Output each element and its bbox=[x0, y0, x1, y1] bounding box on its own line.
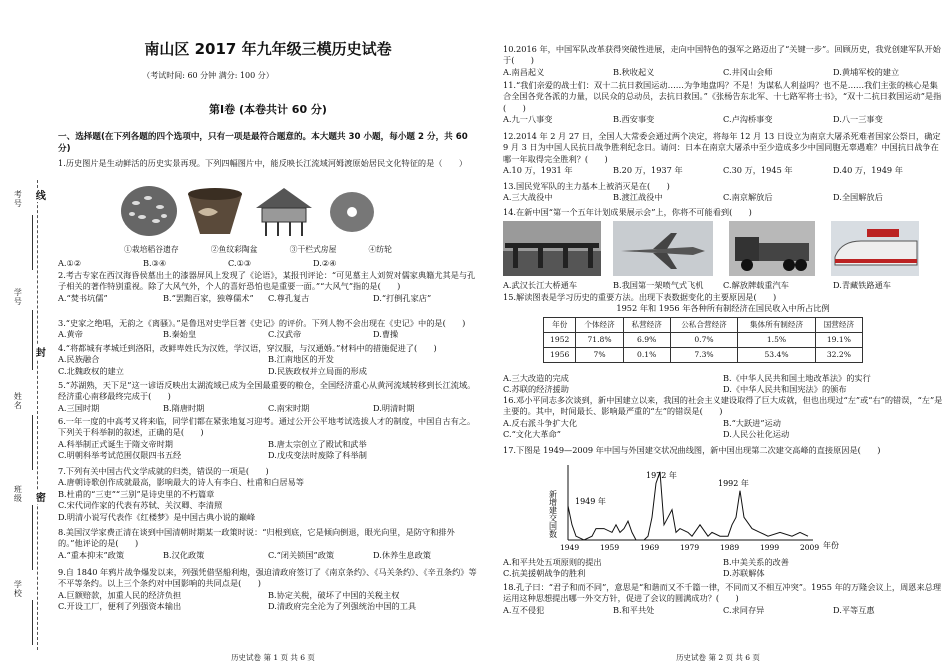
question-4 bbox=[58, 343, 478, 377]
q5-stem: 5.“苏湖熟，天下足”这一谚语反映出太湖流域已成为全国最重要的粮仓，全国经济重心从黄河流域转移到长江流域。经济重心南移最终完成于( ) bbox=[58, 380, 476, 402]
q3-stem: 3.“史家之绝唱，无韵之《离骚》。”是鲁迅对史学巨著《史记》的评价。下列人物不会出现在《史记》中的是( ) bbox=[58, 318, 466, 328]
table-header-row bbox=[544, 317, 863, 332]
question-3 bbox=[58, 318, 478, 341]
q1-stem: 1.历史图片是生动鲜活的历史实景再现。下列四幅图片中，能反映长江流域河姆渡原始居民文化特征的是（ ） bbox=[58, 158, 468, 168]
question-17 bbox=[503, 445, 943, 456]
q14-option-c[interactable]: C.解放牌载重汽车 bbox=[723, 280, 789, 290]
diplomatic-relations-chart bbox=[543, 460, 873, 555]
q9-option-b[interactable]: B.协定关税，破坏了中国的关税主权 bbox=[268, 589, 400, 600]
q6-option-b[interactable]: B.唐太宗创立了殿试和武举 bbox=[268, 438, 367, 449]
jet-plane-image bbox=[613, 221, 713, 276]
header-cell: 国营经济 bbox=[815, 317, 862, 332]
question-18 bbox=[503, 582, 943, 616]
table-cell: 1956 bbox=[544, 347, 576, 362]
q8-option-b[interactable]: B.汉化政策 bbox=[163, 549, 205, 560]
chart-x-tick: 1949 bbox=[560, 543, 580, 552]
q18-option-b[interactable]: B.和平共处 bbox=[613, 604, 655, 615]
q18-option-d[interactable]: D.平等互惠 bbox=[833, 604, 875, 615]
q5-option-d[interactable]: D.明清时期 bbox=[373, 402, 415, 413]
table-cell: 6.9% bbox=[623, 332, 670, 347]
q8-option-a[interactable]: A.“重本抑末”政策 bbox=[58, 549, 125, 560]
yangtze-bridge-image bbox=[503, 221, 601, 276]
q2-option-d[interactable]: D.“打倒孔家店” bbox=[373, 292, 432, 303]
question-10 bbox=[503, 44, 943, 78]
q16-options-row1 bbox=[503, 418, 943, 429]
question-7 bbox=[58, 466, 478, 523]
q17-options-row1 bbox=[503, 557, 943, 568]
q15-options-row1 bbox=[503, 373, 943, 384]
q8-stem: 8.美国汉学家费正清在谈到中国清朝时期某一政策时说：“归根到底，它是倾向倒退，眼光向里，是防守和排外的。”他评论的是( ) bbox=[58, 527, 455, 549]
q9-option-d[interactable]: D.清政府完全沦为了列强统治中国的工具 bbox=[268, 601, 417, 612]
right-page-footer: 历史试卷 第 2 页 共 6 页 bbox=[676, 653, 760, 662]
q16-option-a[interactable]: A.反右派斗争扩大化 bbox=[503, 417, 578, 428]
q12-stem: 12.2014 年 2 月 27 日，全国人大常委会通过两个决定，将每年 12 月 13 日设立为南京大屠杀死难者国家公祭日，确定 9 月 3 日为中国人民抗日战争胜利纪念日。请问：日本在南京大屠杀中至少造成多少中国同胞无辜遇难？中国抗日战争在哪一年取得完全胜利？( ) bbox=[503, 131, 941, 164]
exam-info: （考试时间: 60 分钟 满分: 100 分） bbox=[142, 71, 274, 80]
q14-option-d[interactable]: D.青藏铁路通车 bbox=[833, 280, 891, 290]
q2-options bbox=[58, 293, 478, 304]
q6-option-a[interactable]: A.科举制正式诞生于隋文帝时期 bbox=[58, 438, 173, 449]
seal-mark-mi: 密 bbox=[33, 492, 45, 502]
q18-option-c[interactable]: C.求同存异 bbox=[723, 604, 765, 615]
q16-option-b[interactable]: B.“大跃进”运动 bbox=[723, 417, 781, 428]
chart-annotation-1972: 1972 年 bbox=[646, 471, 677, 480]
table-cell: 1952 bbox=[544, 332, 576, 347]
class-label: 班级 bbox=[13, 485, 23, 503]
q17-option-a[interactable]: A.和平共处五项原则的提出 bbox=[503, 557, 602, 567]
table-row bbox=[544, 347, 863, 362]
q17-option-d[interactable]: D.苏联解体 bbox=[723, 568, 765, 579]
chart-x-tick: 1959 bbox=[600, 543, 620, 552]
chart-x-tick: 1969 bbox=[640, 543, 660, 552]
q1-option-a[interactable]: A.①② bbox=[58, 258, 82, 268]
question-11 bbox=[503, 80, 943, 126]
q13-options bbox=[503, 192, 943, 203]
question-2 bbox=[58, 270, 478, 304]
q6-options-row1 bbox=[58, 439, 478, 450]
table-cell: 1.5% bbox=[738, 332, 816, 347]
q4-stem: 4.“将都城有孝城迁到洛阳，改鲜卑姓氏为汉姓，学汉语，穿汉服，与汉通婚。”材料中的措施促进了( ) bbox=[58, 343, 437, 353]
chart-annotation-1992: 1992 年 bbox=[718, 479, 749, 488]
question-12 bbox=[503, 131, 943, 177]
section-heading: 一、选择题(在下列各题的四个选项中，只有一项是最符合题意的。本大题共 30 小题，每小题 2 分，共 60 分) bbox=[58, 132, 468, 154]
q2-option-a[interactable]: A.“焚书坑儒” bbox=[58, 292, 108, 303]
q18-stem: 18.孔子曰：“君子和而不同”，意思是“和谐而又不千篇一律，不同而又不相互冲突”。1955 年的万隆会议上，周恩来总理运用这种思想提出哪一外交方针，促进了会议的圆满成功？( ) bbox=[503, 582, 942, 604]
header-cell: 公私合营经济 bbox=[670, 317, 737, 332]
q3-option-a[interactable]: A.黄帝 bbox=[58, 329, 83, 340]
right-page bbox=[503, 0, 945, 672]
q8-options bbox=[58, 550, 478, 561]
table-cell: 53.4% bbox=[738, 347, 816, 362]
q10-option-a[interactable]: A.南昌起义 bbox=[503, 66, 545, 77]
q7-option-a[interactable]: A.唐朝诗歌创作成就最高，影响最大的诗人有李白、杜甫和白居易等 bbox=[58, 477, 304, 488]
q18-options bbox=[503, 605, 943, 616]
spindle-whorl-image bbox=[326, 186, 378, 236]
name-field[interactable] bbox=[32, 415, 33, 470]
q7-stem: 7.下列有关中国古代文学成就的归类，错误的一项是( ) bbox=[58, 466, 269, 476]
question-8 bbox=[58, 527, 478, 561]
q1-caption-2: ②鱼纹彩陶盆 bbox=[210, 245, 258, 254]
q6-options-row2 bbox=[58, 450, 478, 461]
q4-options-row1 bbox=[58, 354, 478, 365]
part-title: 第Ⅰ卷 (本卷共计 60 分) bbox=[209, 103, 327, 116]
table-cell: 32.2% bbox=[815, 347, 862, 362]
q14-stem: 14.在新中国“第一个五年计划成果展示会”上，你将不可能看到( ) bbox=[503, 207, 752, 217]
q9-stem: 9.自 1840 年鸦片战争爆发以来，列强凭借坚船利炮，强迫清政府签订了《南京条约》、《马关条约》、《辛丑条约》等不平等条约。以上三个条约对中国影响的共同点是( ) bbox=[58, 567, 477, 589]
q5-options bbox=[58, 403, 478, 414]
q12-option-d[interactable]: D.40 万，1949 年 bbox=[833, 165, 903, 176]
question-15 bbox=[503, 292, 943, 396]
q3-option-d[interactable]: D.曹操 bbox=[373, 329, 399, 340]
q10-option-b[interactable]: B.秋收起义 bbox=[613, 66, 655, 77]
q1-caption-4: ④纺轮 bbox=[368, 245, 392, 254]
question-6 bbox=[58, 416, 478, 462]
q1-caption-3: ③干栏式房屋 bbox=[289, 245, 337, 254]
q15-option-d[interactable]: D.《中华人民共和国宪法》的颁布 bbox=[723, 384, 847, 395]
q11-stem: 11.“我们亲爱的战士们：双十二抗日救国运动……为争地盘吗？不是！为谋私人利益吗？也不是……我们主张的核心是集合全国各党各派的力量，以民众的总动员，去抗日救国。”《张杨告东北军、十七路军将士书》，“双十二抗日救国运动”是指( ) bbox=[503, 80, 942, 113]
q12-option-a[interactable]: A.10 万，1931 年 bbox=[503, 165, 573, 176]
q10-option-c[interactable]: C.井冈山会师 bbox=[723, 66, 773, 77]
table-cell: 19.1% bbox=[815, 332, 862, 347]
seal-mark-feng: 封 bbox=[33, 347, 45, 357]
q8-option-d[interactable]: D.休养生息政策 bbox=[373, 549, 431, 560]
q17-option-c[interactable]: C.抗美援朝战争的胜利 bbox=[503, 568, 586, 579]
q8-option-c[interactable]: C.“闭关锁国”政策 bbox=[268, 549, 335, 560]
q11-option-d[interactable]: D.八一三事变 bbox=[833, 114, 883, 125]
question-1 bbox=[58, 158, 478, 169]
q14-option-a[interactable]: A.武汉长江大桥通车 bbox=[503, 280, 578, 290]
q15-table-title: 1952 年和 1956 年各种所有制经济在国民收入中所占比例 bbox=[616, 303, 830, 314]
chart-x-label: 年份 bbox=[823, 541, 839, 550]
q6-option-d[interactable]: D.戊戌变法时废除了科举制 bbox=[268, 450, 367, 461]
q16-option-d[interactable]: D.人民公社化运动 bbox=[723, 429, 790, 440]
q10-option-d[interactable]: D.黄埔军校的建立 bbox=[833, 66, 900, 77]
q15-options-row2 bbox=[503, 384, 943, 395]
left-page bbox=[58, 0, 488, 672]
q17-stem: 17.下图是 1949—2009 年中国与外国建交状况曲线图，新中国出现第二次建交高峰的直接原因是( ) bbox=[503, 445, 881, 455]
stilt-house-image bbox=[252, 184, 316, 238]
q5-option-c[interactable]: C.南宋时期 bbox=[268, 402, 310, 413]
question-16 bbox=[503, 395, 943, 441]
q11-option-c[interactable]: C.卢沟桥事变 bbox=[723, 114, 773, 125]
qinghai-tibet-train-image bbox=[831, 221, 919, 276]
q10-options bbox=[503, 67, 943, 78]
q3-option-b[interactable]: B.秦始皇 bbox=[163, 329, 197, 340]
exam-no-field[interactable] bbox=[32, 215, 33, 270]
student-no-field[interactable] bbox=[32, 310, 33, 370]
exam-title: 南山区 2017 年九年级三模历史试卷 bbox=[144, 40, 392, 58]
binding-margin bbox=[0, 0, 58, 672]
q13-option-d[interactable]: D.全国解放后 bbox=[833, 192, 883, 203]
q6-stem: 6.一年一度的中高考又将来临，同学们都在紧张地复习迎考。通过公开公平地考试选拔人才的制度，中国自古有之。下列关于科举制的叙述，正确的是( ) bbox=[58, 416, 476, 438]
q2-option-b[interactable]: B.“罢黜百家，独尊儒术” bbox=[163, 292, 254, 303]
class-field[interactable] bbox=[32, 505, 33, 570]
q1-option-b[interactable]: B.③④ bbox=[143, 258, 167, 268]
question-9 bbox=[58, 567, 478, 613]
q13-option-b[interactable]: B.渡江战役中 bbox=[613, 192, 663, 203]
header-cell: 集体所有制经济 bbox=[738, 317, 816, 332]
q11-options bbox=[503, 114, 943, 125]
q3-options bbox=[58, 329, 478, 340]
fish-pottery-basin-image bbox=[184, 184, 246, 238]
chart-x-tick: 1979 bbox=[680, 543, 700, 552]
header-cell: 私营经济 bbox=[623, 317, 670, 332]
q15-stem: 15.解读图表是学习历史的重要方法。出现下表数据变化的主要原因是( ) bbox=[503, 292, 777, 302]
seal-mark-xian: 线 bbox=[33, 190, 45, 200]
q4-options-row2 bbox=[58, 366, 478, 377]
q16-options-row2 bbox=[503, 429, 943, 440]
q2-option-c[interactable]: C.尊孔复古 bbox=[268, 292, 310, 303]
school-field[interactable] bbox=[32, 600, 33, 645]
ownership-table bbox=[543, 317, 863, 363]
q9-options-row2 bbox=[58, 601, 478, 612]
q15-option-c[interactable]: C.苏联的经济援助 bbox=[503, 384, 569, 395]
q1-captions bbox=[108, 244, 408, 255]
chart-x-tick: 1989 bbox=[720, 543, 740, 552]
q15-option-a[interactable]: A.三大改造的完成 bbox=[503, 372, 569, 383]
table-cell: 7.3% bbox=[670, 347, 737, 362]
q18-option-a[interactable]: A.互不侵犯 bbox=[503, 604, 545, 615]
q5-option-a[interactable]: A.三国时期 bbox=[58, 402, 100, 413]
q10-stem: 10.2016 年，中国军队改革获得突破性进展，走向中国特色的强军之路迈出了“关键一步”。回顾历史，我党创建军队开始于( ) bbox=[503, 44, 941, 66]
q17-option-b[interactable]: B.中美关系的改善 bbox=[723, 557, 789, 567]
q11-option-b[interactable]: B.西安事变 bbox=[613, 114, 655, 125]
q5-option-b[interactable]: B.隋唐时期 bbox=[163, 402, 205, 413]
q14-option-b[interactable]: B.我国第一架喷气式飞机 bbox=[613, 280, 704, 290]
q12-options bbox=[503, 165, 943, 176]
q12-option-c[interactable]: C.30 万，1945 年 bbox=[723, 165, 793, 176]
q4-option-c[interactable]: C.北魏政权的建立 bbox=[58, 365, 124, 376]
q1-option-d[interactable]: D.②④ bbox=[313, 258, 337, 268]
rice-remains-image bbox=[118, 181, 180, 239]
q13-option-a[interactable]: A.三大战役中 bbox=[503, 192, 553, 203]
q13-stem: 13.国民党军队的主力基本上被消灭是在( ) bbox=[503, 181, 670, 191]
q3-option-c[interactable]: C.汉武帝 bbox=[268, 329, 302, 340]
table-cell: 0.1% bbox=[623, 347, 670, 362]
school-label: 学校 bbox=[13, 580, 23, 598]
q7-option-c[interactable]: C.宋代词作家的代表有苏轼、关汉卿、李清照 bbox=[58, 500, 223, 511]
name-label: 姓名 bbox=[13, 392, 23, 410]
chart-x-tick: 2009 bbox=[800, 543, 820, 552]
q1-option-c[interactable]: C.①③ bbox=[228, 258, 252, 268]
header-cell: 个体经济 bbox=[576, 317, 623, 332]
q9-options-row1 bbox=[58, 590, 478, 601]
student-no-label: 学号 bbox=[13, 288, 23, 306]
q16-option-c[interactable]: C.“文化大革命” bbox=[503, 429, 561, 440]
q6-option-c[interactable]: C.明朝科举考试范围仅限四书五经 bbox=[58, 450, 182, 461]
q4-option-b[interactable]: B.江南地区的开发 bbox=[268, 354, 334, 365]
q4-option-a[interactable]: A.民族融合 bbox=[58, 354, 100, 365]
table-cell: 71.8% bbox=[576, 332, 623, 347]
q17-options-row2 bbox=[503, 568, 943, 579]
question-13 bbox=[503, 181, 943, 204]
q17-options bbox=[503, 557, 943, 580]
question-5 bbox=[58, 380, 478, 414]
table-row bbox=[544, 332, 863, 347]
q4-option-d[interactable]: D.民族政权并立局面的形成 bbox=[268, 365, 367, 376]
q11-option-a[interactable]: A.九一八事变 bbox=[503, 114, 553, 125]
table-cell: 0.7% bbox=[670, 332, 737, 347]
table-cell: 7% bbox=[576, 347, 623, 362]
question-14 bbox=[503, 207, 943, 218]
q12-option-b[interactable]: B.20 万，1937 年 bbox=[613, 165, 683, 176]
q15-option-b[interactable]: B.《中华人民共和国土地改革法》的实行 bbox=[723, 372, 871, 383]
left-page-footer: 历史试卷 第 1 页 共 6 页 bbox=[231, 653, 315, 662]
q16-stem: 16.邓小平同志多次谈到，新中国建立以来，我国的社会主义建设取得了巨大成就，但也出现过“左”或“右”的错误，“左”是主要的。其中，时间最长、影响最严重的“左”的错误是( ) bbox=[503, 395, 943, 417]
chart-x-tick: 1999 bbox=[760, 543, 780, 552]
q7-option-b[interactable]: B.杜甫的“三吏”“三别”是诗史里的不朽篇章 bbox=[58, 488, 215, 499]
q2-stem: 2.考古专家在西汉海昏侯墓出土的漆器屏风上发现了《论语》，某报刊评论：“可见墓主人刘贺对儒家典籍尤其是与孔子相关的著作特别重视。除了大风气外，个人的喜好恐怕也是重要一面。”“大风气”指的是( ) bbox=[58, 270, 476, 292]
q7-option-d[interactable]: D.明清小说写代表作《红楼梦》是中国古典小说的巅峰 bbox=[58, 511, 256, 522]
header-cell: 年份 bbox=[544, 317, 576, 332]
q9-option-a[interactable]: A.巨额赔款，加重人民的经济负担 bbox=[58, 589, 182, 600]
exam-no-label: 考号 bbox=[13, 190, 23, 208]
binding-dashed-line bbox=[37, 180, 38, 650]
q14-options bbox=[503, 280, 943, 291]
chart-annotation-1949: 1949 年 bbox=[575, 497, 606, 506]
q13-option-c[interactable]: C.南京解放后 bbox=[723, 192, 773, 203]
q1-options bbox=[58, 258, 398, 269]
q1-caption-1: ①栽培稻谷遗存 bbox=[124, 245, 179, 254]
q9-option-c[interactable]: C.开设工厂，便利了列强资本输出 bbox=[58, 601, 182, 612]
truck-image bbox=[729, 221, 815, 276]
chart-y-label: 新增建交国数 bbox=[548, 490, 558, 538]
